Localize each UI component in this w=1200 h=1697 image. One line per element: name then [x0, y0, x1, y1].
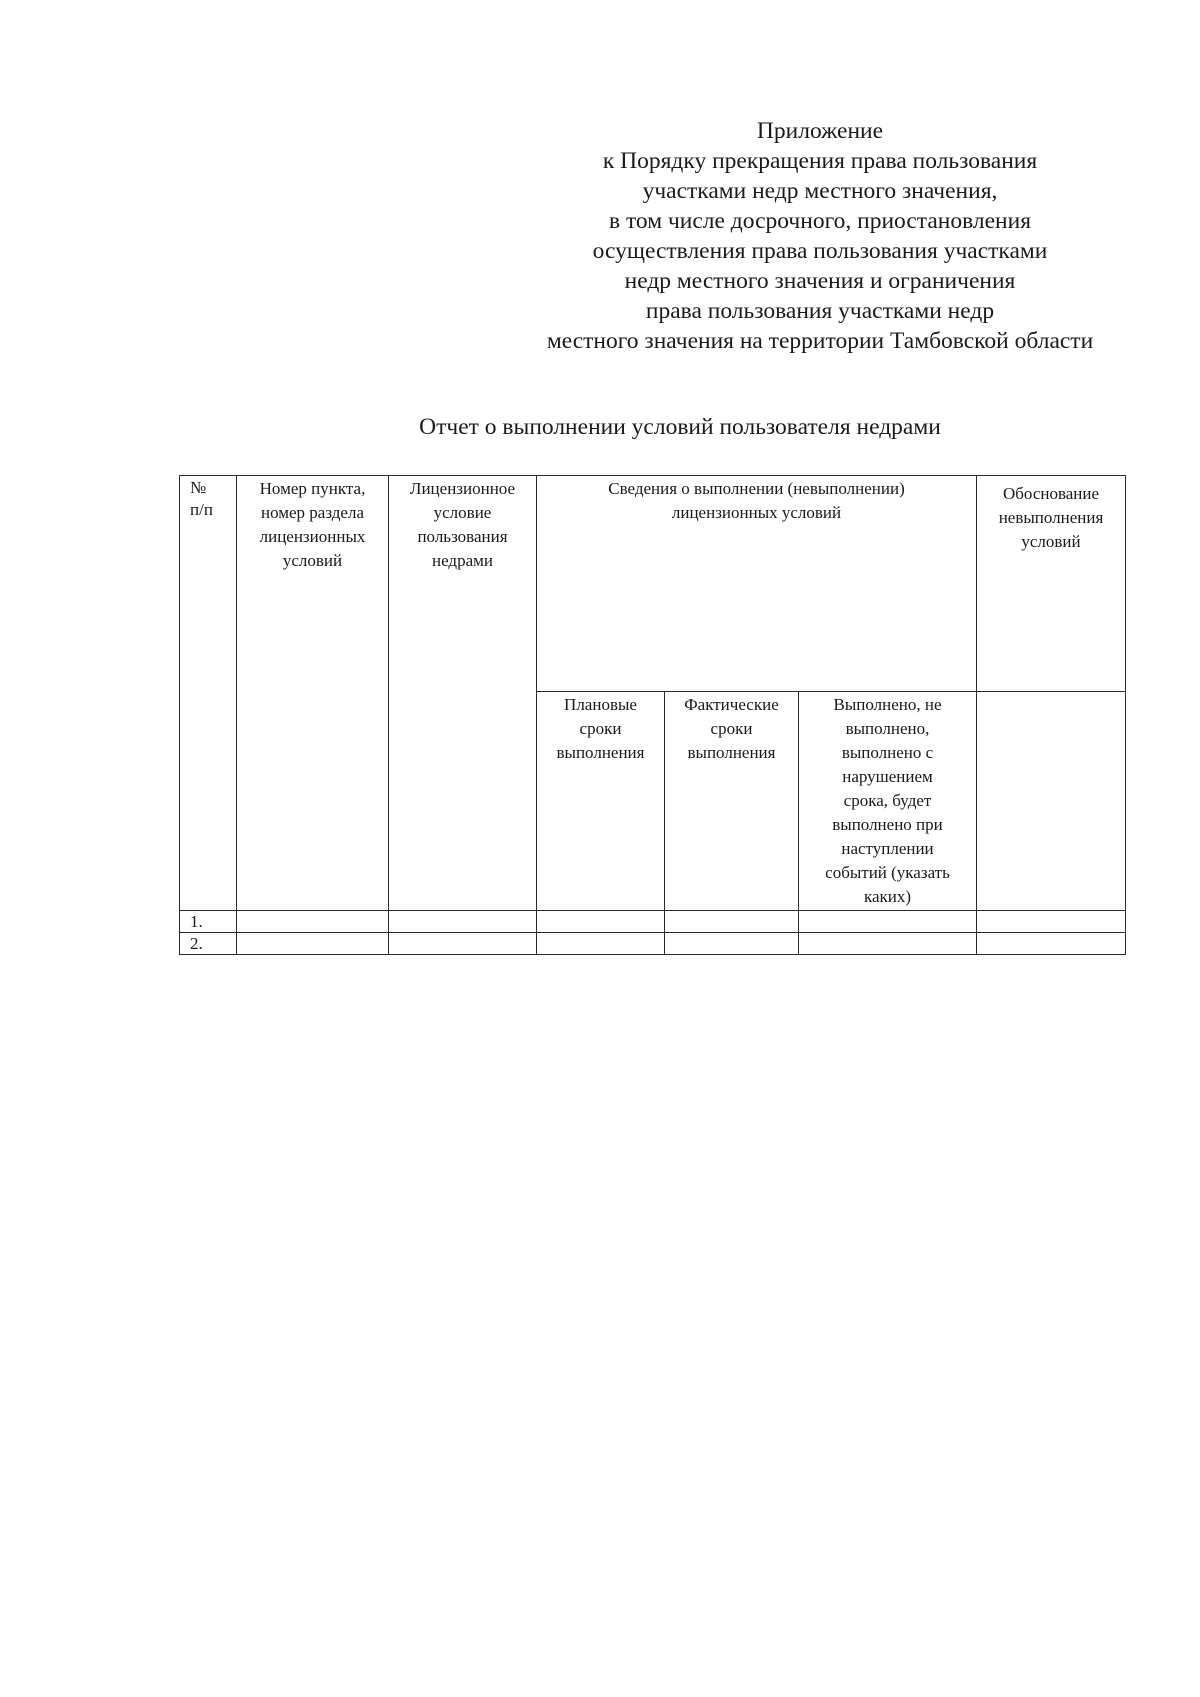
report-title: Отчет о выполнении условий пользователя недрами [419, 414, 941, 440]
appendix-line: участками недр местного значения, [642, 178, 998, 204]
header-row-top [180, 476, 1126, 692]
header-text: условие [433, 503, 492, 522]
header-text: срока, будет [843, 791, 932, 810]
header-text: событий (указать [825, 863, 950, 882]
header-text: № [190, 478, 207, 497]
header-justification [977, 476, 1126, 692]
header-text: Лицензионное [409, 479, 516, 498]
row-condition [389, 911, 537, 933]
appendix-line: недр местного значения и ограничения [624, 268, 1016, 294]
row-clause [237, 933, 389, 955]
header-text: каких) [863, 887, 912, 906]
row-justification [977, 911, 1126, 933]
header-text: выполнения [687, 743, 776, 762]
appendix-line: к Порядку прекращения права пользования [602, 148, 1038, 174]
header-status [799, 692, 977, 911]
row-actual [665, 933, 799, 955]
header-text: наступлении [841, 839, 934, 858]
appendix-line: права пользования участками недр [645, 298, 995, 324]
header-text: лицензионных условий [671, 503, 842, 522]
header-text: выполнено с [841, 743, 934, 762]
header-text: нарушением [842, 767, 933, 786]
appendix-line: Приложение [756, 118, 884, 144]
row-number: 1. [180, 911, 237, 933]
header-text: сроки [710, 719, 753, 738]
header-info [537, 476, 977, 692]
row-actual [665, 911, 799, 933]
header-text: Фактические [684, 695, 779, 714]
header-clause [237, 476, 389, 911]
appendix-line: осуществления права пользования участками [592, 238, 1048, 264]
header-planned [537, 692, 665, 911]
header-text: условий [1021, 532, 1081, 551]
header-text: выполнено при [832, 815, 943, 834]
row-number: 2. [180, 933, 237, 955]
header-text: Выполнено, не [833, 695, 942, 714]
row-clause [237, 911, 389, 933]
header-text: лицензионных [259, 527, 366, 546]
appendix-line: местного значения на территории Тамбовской области [546, 328, 1094, 354]
row-status [799, 911, 977, 933]
row-status [799, 933, 977, 955]
header-text: недрами [432, 551, 493, 570]
header-text: номер раздела [260, 503, 364, 522]
report-table [179, 475, 1126, 955]
header-text: выполнено, [845, 719, 930, 738]
appendix-block [470, 116, 1170, 356]
header-text: пользования [417, 527, 508, 546]
header-text: Плановые [564, 695, 637, 714]
header-text: сроки [579, 719, 622, 738]
row-planned [537, 911, 665, 933]
header-justification-lower [977, 692, 1126, 911]
row-justification [977, 933, 1126, 955]
header-text: выполнения [556, 743, 645, 762]
row-planned [537, 933, 665, 955]
header-text: условий [282, 551, 343, 570]
header-actual [665, 692, 799, 911]
header-text: п/п [190, 500, 213, 519]
row-condition [389, 933, 537, 955]
header-condition [389, 476, 537, 911]
header-text: Обоснование [1002, 484, 1100, 503]
header-text: невыполнения [998, 508, 1104, 527]
table-row [180, 933, 1126, 955]
appendix-line: в том числе досрочного, приостановления [608, 208, 1032, 234]
header-text: Сведения о выполнении (невыполнении) [608, 479, 905, 498]
table-row [180, 911, 1126, 933]
header-text: Номер пункта, [259, 479, 366, 498]
header-number [180, 476, 237, 911]
